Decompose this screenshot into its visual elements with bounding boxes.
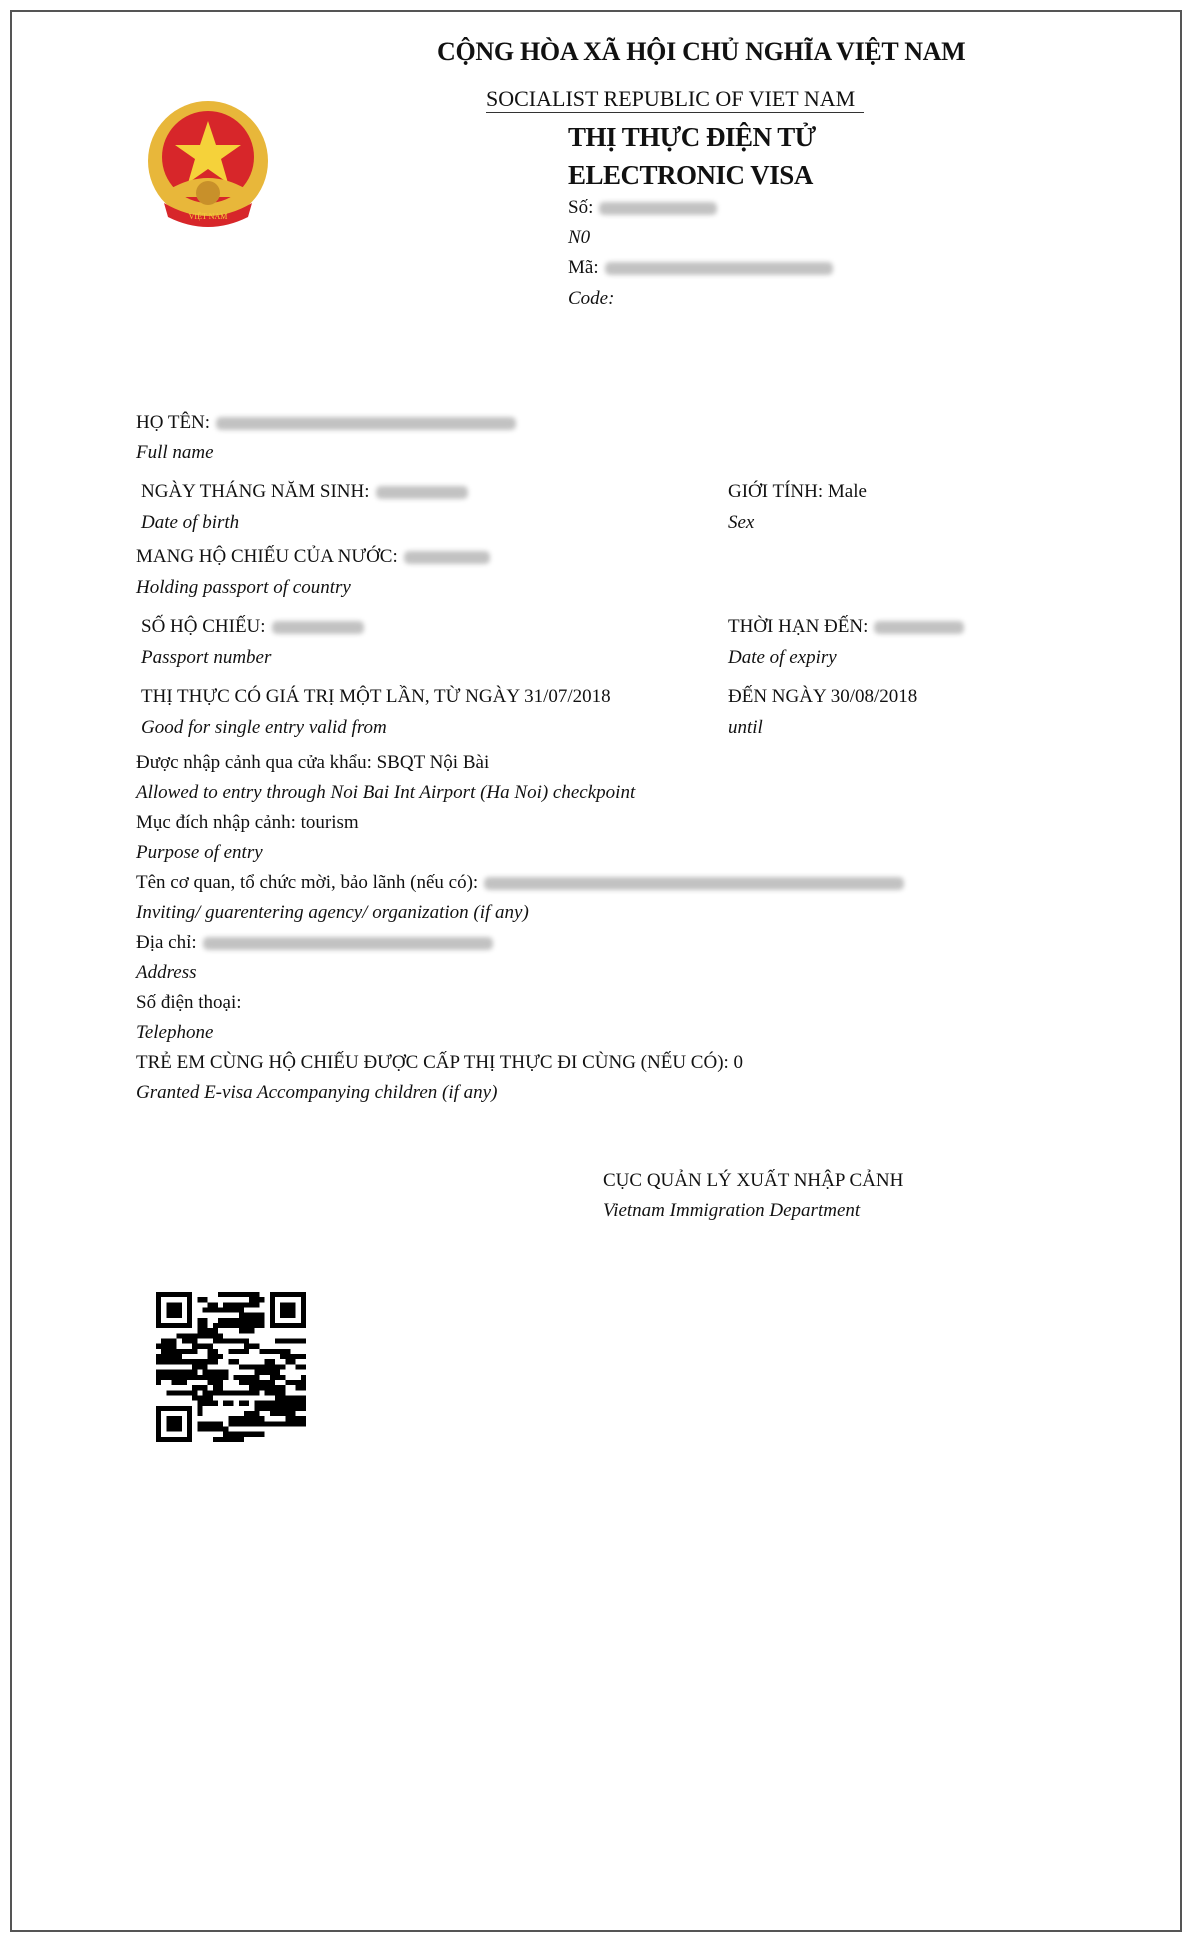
passport-country-label-en: Holding passport of country [136,577,351,598]
redacted-dob [376,486,468,499]
children-label-vi: TRẺ EM CÙNG HỘ CHIẾU ĐƯỢC CẤP THỊ THỰC ĐI CÙNG (NẾU CÓ): 0 [136,1052,744,1073]
redacted-code [605,262,833,275]
code-label-en: Code: [568,288,615,309]
dob-label-en: Date of birth [141,512,240,533]
telephone-label-vi: Số điện thoại: [136,992,242,1013]
address-label-en: Address [136,962,197,983]
passport-number-label-vi: SỐ HỘ CHIẾU: [141,616,364,638]
passport-country-label-vi: MANG HỘ CHIẾU CỦA NƯỚC: [136,546,490,568]
number-label-en: N0 [568,227,591,248]
address-label-vi: Địa chỉ: [136,932,493,954]
redacted-address [203,937,493,950]
visa-title-en: ELECTRONIC VISA [568,160,813,190]
valid-until-vi: ĐẾN NGÀY 30/08/2018 [728,686,918,707]
emblem-ribbon-text: VIỆT NAM [188,212,228,221]
expiry-label-en: Date of expiry [728,647,837,668]
sex-label-vi: GIỚI TÍNH: Male [728,481,867,502]
qr-code-icon [156,1292,306,1442]
valid-until-en: until [728,717,763,738]
valid-from-en: Good for single entry valid from [141,717,387,738]
number-label-vi: Số: [568,197,717,219]
country-name-en: SOCIALIST REPUBLIC OF VIET NAM [486,86,856,111]
passport-number-label-en: Passport number [141,647,272,668]
dob-label-vi: NGÀY THÁNG NĂM SINH: [141,481,468,503]
agency-label-en: Inviting/ guarentering agency/ organization (if any) [136,902,529,923]
redacted-passport-number [272,621,364,634]
valid-from-vi: THỊ THỰC CÓ GIÁ TRỊ MỘT LẦN, TỪ NGÀY 31/07/2018 [141,686,611,707]
purpose-vi: Mục đích nhập cảnh: tourism [136,812,359,833]
redacted-number [599,202,717,215]
national-emblem-icon [140,97,276,233]
visa-title-vi: THỊ THỰC ĐIỆN TỬ [568,122,816,152]
country-name-vi: CỘNG HÒA XÃ HỘI CHỦ NGHĨA VIỆT NAM [437,37,966,66]
redacted-agency [484,877,904,890]
issuer-dept-vi: CỤC QUẢN LÝ XUẤT NHẬP CẢNH [603,1170,904,1191]
telephone-label-en: Telephone [136,1022,214,1043]
code-label-vi: Mã: [568,257,833,279]
expiry-label-vi: THỜI HẠN ĐẾN: [728,616,964,638]
sex-label-en: Sex [728,512,755,533]
children-label-en: Granted E-visa Accompanying children (if any) [136,1082,498,1103]
full-name-label-vi: HỌ TÊN: [136,412,516,434]
purpose-en: Purpose of entry [136,842,263,863]
issuer-dept-en: Vietnam Immigration Department [603,1200,861,1221]
agency-label-vi: Tên cơ quan, tổ chức mời, bảo lãnh (nếu có): [136,872,904,894]
entry-checkpoint-en: Allowed to entry through Noi Bai Int Airport (Ha Noi) checkpoint [136,782,636,803]
redacted-country [404,551,490,564]
redacted-expiry [874,621,964,634]
entry-checkpoint-vi: Được nhập cảnh qua cửa khẩu: SBQT Nội Bài [136,752,490,773]
full-name-label-en: Full name [136,442,214,463]
header-underline [486,112,864,113]
redacted-full-name [216,417,516,430]
